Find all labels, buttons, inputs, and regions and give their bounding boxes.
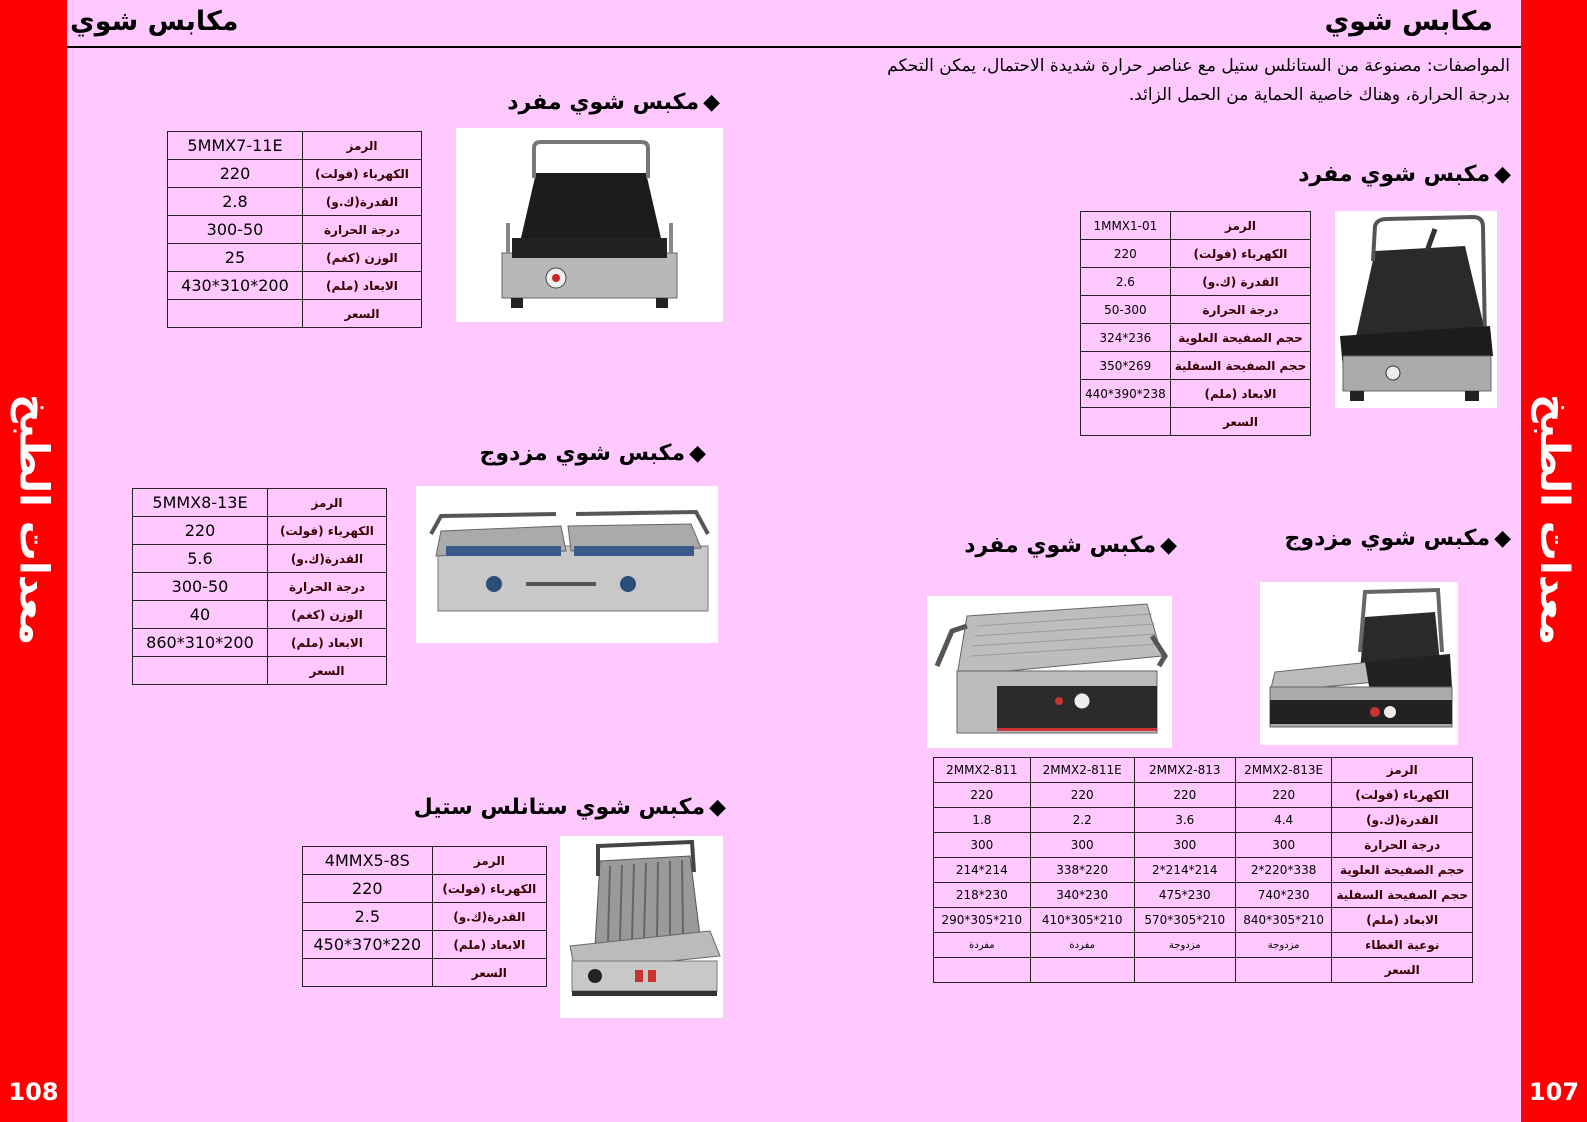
- table-row: [934, 908, 1473, 933]
- table-label: الوزن (كغم): [267, 601, 386, 629]
- table-value: [1030, 958, 1134, 983]
- table-value: 440*390*238: [1081, 380, 1171, 408]
- table-label: السعر: [1332, 958, 1473, 983]
- table-value: 5.6: [133, 545, 268, 573]
- table-label: درجة الحرارة: [1170, 296, 1311, 324]
- spec-table: [1080, 211, 1311, 436]
- table-value: 4.4: [1235, 808, 1332, 833]
- table-value: 4MMX5-8S: [303, 847, 433, 875]
- table-value: 40: [133, 601, 268, 629]
- table-label: حجم الصفيحة السفلية: [1170, 352, 1311, 380]
- table-label: درجة الحرارة: [267, 573, 386, 601]
- table-value: 2*214*214: [1134, 858, 1235, 883]
- left-page-number: 108: [8, 1078, 59, 1106]
- table-value: 220: [934, 783, 1031, 808]
- table-value: 2.5: [303, 903, 433, 931]
- product-title: ◆مكبس شوي ستانلس ستيل: [413, 795, 726, 820]
- table-value: [934, 958, 1031, 983]
- product-photo-single-grill: [456, 128, 723, 322]
- spec-table: [167, 131, 422, 328]
- table-label: حجم الصفيحة السفلية: [1332, 883, 1473, 908]
- table-row: [934, 808, 1473, 833]
- diamond-icon: ◆: [703, 90, 720, 115]
- table-label: نوعية الغطاء: [1332, 933, 1473, 958]
- table-label: السعر: [267, 657, 386, 685]
- product-photo-closed-grill: [927, 596, 1172, 748]
- table-value: 410*305*210: [1030, 908, 1134, 933]
- table-value: 450*370*220: [303, 931, 433, 959]
- table-value: [168, 300, 303, 328]
- left-sidebar: [0, 0, 67, 1122]
- left-page-header: مكابس شوي: [70, 6, 239, 37]
- diamond-icon: ◆: [1160, 533, 1177, 558]
- table-label: الابعاد (ملم): [267, 629, 386, 657]
- table-value: 300-50: [133, 573, 268, 601]
- table-label: الوزن (كغم): [302, 244, 421, 272]
- table-value: 214*214: [934, 858, 1031, 883]
- table-value: 220: [133, 517, 268, 545]
- product-photo-double-grill: [416, 486, 718, 643]
- comparison-table: [933, 757, 1473, 983]
- table-value: 290*305*210: [934, 908, 1031, 933]
- table-value: 2MMX2-811E: [1030, 758, 1134, 783]
- product-title: ◆مكبس شوي مفرد: [1298, 162, 1511, 187]
- diamond-icon: ◆: [709, 795, 726, 820]
- table-value: 220: [168, 160, 303, 188]
- table-label: القدرة(ك.و): [1332, 808, 1473, 833]
- table-label: الرمز: [432, 847, 546, 875]
- table-value: 430*310*200: [168, 272, 303, 300]
- table-value: 220: [303, 875, 433, 903]
- table-value: 300: [1030, 833, 1134, 858]
- product-title: ◆مكبس شوي مزدوج: [1284, 526, 1511, 551]
- table-label: حجم الصفيحة العلوية: [1170, 324, 1311, 352]
- diamond-icon: ◆: [689, 441, 706, 466]
- table-value: 25: [168, 244, 303, 272]
- product-photo-open-grill: [1260, 582, 1458, 745]
- table-value: 1.8: [934, 808, 1031, 833]
- table-label: السعر: [1170, 408, 1311, 436]
- table-value: 840*305*210: [1235, 908, 1332, 933]
- table-value: 220: [1134, 783, 1235, 808]
- table-value: 2MMX2-813E: [1235, 758, 1332, 783]
- header-divider: [67, 46, 1521, 48]
- table-row: [934, 883, 1473, 908]
- table-value: [1134, 958, 1235, 983]
- product-title: ◆مكبس شوي مفرد: [964, 533, 1177, 558]
- table-value: 350*269: [1081, 352, 1171, 380]
- table-label: الكهرباء (فولت): [1332, 783, 1473, 808]
- table-value: 300: [934, 833, 1031, 858]
- table-row: [934, 783, 1473, 808]
- table-value: 218*230: [934, 883, 1031, 908]
- spec-table: [132, 488, 387, 685]
- table-label: القدرة(ك.و): [302, 188, 421, 216]
- table-value: 2.8: [168, 188, 303, 216]
- table-label: حجم الصفيحة العلوية: [1332, 858, 1473, 883]
- table-label: الرمز: [1170, 212, 1311, 240]
- table-label: درجة الحرارة: [1332, 833, 1473, 858]
- table-label: الرمز: [1332, 758, 1473, 783]
- table-value: 220: [1081, 240, 1171, 268]
- table-value: 324*236: [1081, 324, 1171, 352]
- table-row: [934, 933, 1473, 958]
- table-label: درجة الحرارة: [302, 216, 421, 244]
- table-value: 475*230: [1134, 883, 1235, 908]
- table-label: السعر: [432, 959, 546, 987]
- product-title: ◆مكبس شوي مفرد: [507, 90, 720, 115]
- table-value: 50-300: [1081, 296, 1171, 324]
- table-value: 860*310*200: [133, 629, 268, 657]
- table-value: 1MMX1-01: [1081, 212, 1171, 240]
- table-value: [1081, 408, 1171, 436]
- table-value: 300: [1134, 833, 1235, 858]
- specs-paragraph: المواصفات: مصنوعة من الستانلس ستيل مع عناصر حرارة شديدة الاحتمال، يمكن التحكم بدرجة الحرارة، وهناك خاصية الحماية من الحمل الزائد.: [887, 56, 1510, 105]
- table-value: 340*230: [1030, 883, 1134, 908]
- table-value: مفردة: [1030, 933, 1134, 958]
- left-side-title: معدات الطبخ: [10, 394, 57, 646]
- table-row: [934, 758, 1473, 783]
- table-value: 338*220: [1030, 858, 1134, 883]
- right-side-title: معدات الطبخ: [1531, 394, 1577, 646]
- table-value: 2MMX2-811: [934, 758, 1031, 783]
- table-label: الابعاد (ملم): [302, 272, 421, 300]
- table-value: مفردة: [934, 933, 1031, 958]
- table-label: الكهرباء (فولت): [267, 517, 386, 545]
- table-value: 570*305*210: [1134, 908, 1235, 933]
- table-value: 300-50: [168, 216, 303, 244]
- table-value: 3.6: [1134, 808, 1235, 833]
- table-value: 220: [1235, 783, 1332, 808]
- table-value: 2.2: [1030, 808, 1134, 833]
- table-label: القدرة(ك.و): [432, 903, 546, 931]
- table-label: الرمز: [267, 489, 386, 517]
- table-label: الكهرباء (فولت): [302, 160, 421, 188]
- table-value: 2MMX2-813: [1134, 758, 1235, 783]
- table-label: السعر: [302, 300, 421, 328]
- table-row: [934, 858, 1473, 883]
- right-sidebar: [1521, 0, 1587, 1122]
- product-title: ◆مكبس شوي مزدوج: [479, 441, 706, 466]
- table-label: القدرة(ك.و): [267, 545, 386, 573]
- spec-table: [302, 846, 547, 987]
- table-value: [133, 657, 268, 685]
- diamond-icon: ◆: [1494, 162, 1511, 187]
- table-value: مزدوجة: [1134, 933, 1235, 958]
- table-value: [303, 959, 433, 987]
- table-label: الكهرباء (فولت): [1170, 240, 1311, 268]
- table-value: [1235, 958, 1332, 983]
- right-page-number: 107: [1528, 1078, 1580, 1106]
- table-value: 2*220*338: [1235, 858, 1332, 883]
- product-photo-stainless-grill: [560, 836, 723, 1018]
- table-value: 5MMX7-11E: [168, 132, 303, 160]
- table-value: 2.6: [1081, 268, 1171, 296]
- table-value: 740*230: [1235, 883, 1332, 908]
- table-label: الابعاد (ملم): [1170, 380, 1311, 408]
- table-value: 5MMX8-13E: [133, 489, 268, 517]
- table-label: القدرة (ك.و): [1170, 268, 1311, 296]
- diamond-icon: ◆: [1494, 526, 1511, 551]
- product-photo-single-grill-2: [1335, 211, 1497, 408]
- table-label: الكهرباء (فولت): [432, 875, 546, 903]
- table-value: 220: [1030, 783, 1134, 808]
- right-page-header: مكابس شوي: [1324, 6, 1493, 37]
- table-value: مزدوجة: [1235, 933, 1332, 958]
- table-value: 300: [1235, 833, 1332, 858]
- table-label: الابعاد (ملم): [432, 931, 546, 959]
- table-row: [934, 833, 1473, 858]
- table-label: الرمز: [302, 132, 421, 160]
- table-row: [934, 958, 1473, 983]
- table-label: الابعاد (ملم): [1332, 908, 1473, 933]
